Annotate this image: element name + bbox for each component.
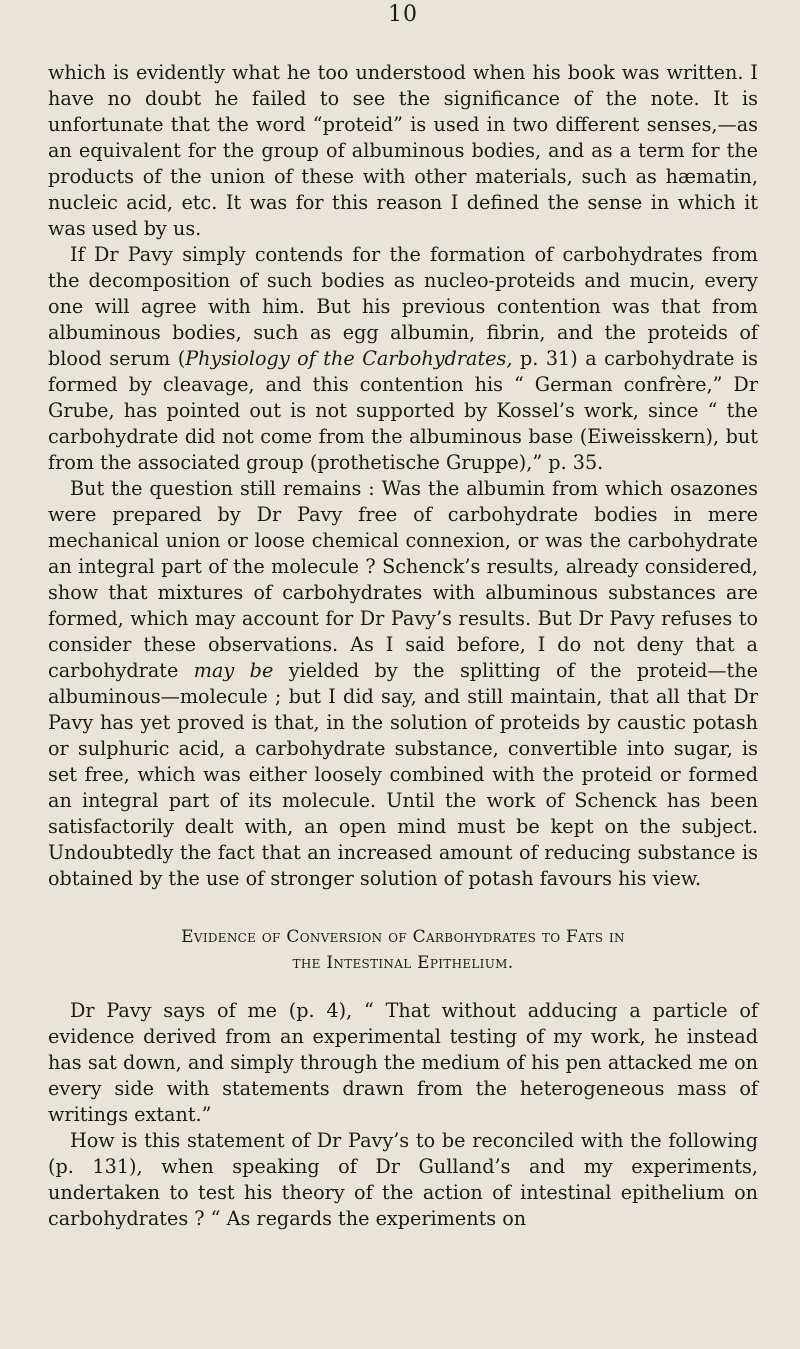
section-heading — [48, 924, 758, 976]
paragraph-1: which is evidently what he too understood when his book was written. I have no doubt he failed to see the significance of the note. It is unfortunate that the word “proteid” is used in two different senses,—as an equivalent for the group of albuminous bodies, and as a term for the products of the union of these with other materials, such as hæmatin, nucleic acid, etc. It was for this reason I defined the sense in which it was used by us. — [48, 61, 758, 240]
paragraph-2-rest: p. 31) a carbohydrate is formed by cleavage, and this contention his “ German confrère,” Dr Grube, has pointed out is not supported by Kossel’s work, since “ the carbohydrate did not come from the albuminous base (Eiweisskern), but from the associated group (prothetische Gruppe),” p. 35. — [48, 347, 758, 474]
paragraph-3-rest: yielded by the splitting of the proteid—the albuminous—molecule ; but I did say, and still maintain, that all that Dr Pavy has yet proved is that, in the solution of proteids by caustic potash or sulphuric acid, a carbohydrate substance, convertible into sugar, is set free, which was either loosely combined with the proteid or formed an integral part of its molecule. Until the work of Schenck has been satisfactorily dealt with, an open mind must be kept on the subject. Undoubtedly the fact that an increased amount of reducing substance is obtained by the use of stronger solution of potash favours his view. — [48, 659, 758, 890]
section-heading-line-1: Evidence of Conversion of Carbohydrates to Fats in — [181, 927, 625, 947]
emphasis-may-be: may be — [193, 659, 274, 682]
section-heading-line-2: the Intestinal Epithelium. — [292, 953, 514, 973]
section-paragraph-2: How is this statement of Dr Pavy’s to be reconciled with the following (p. 131), when speaking of Dr Gulland’s and my experiments, undertaken to test his theory of the action of intestinal epithelium on carbohydrates ? “ As regards the experiments on — [48, 1129, 758, 1230]
paragraph-3 — [48, 476, 758, 892]
book-title-citation: Physiology of the Carbohydrates, — [185, 347, 513, 370]
body-text — [48, 60, 758, 1232]
book-page — [48, 0, 758, 1349]
page-number: 10 — [388, 2, 418, 27]
paragraph-2: If Dr Pavy simply contends for the formation of carbohydrates from the decomposition of such bodies as nucleo-proteids and mucin, every one will agree with him. But his previous contention was that from albuminous bodies, such as egg albumin, fibrin, and the proteids of blood serum (Physiology of the Carbohydrates, p. 31) a carbohydrate is formed by cleavage, and this contention his “ German confrère,” Dr Grube, has pointed out is not supported by Kossel’s work, since “ the carbohydrate did not come from the albuminous base (Eiweisskern), but from the associated group (prothetische Gruppe),” p. 35. — [48, 243, 758, 474]
section-paragraph-1: Dr Pavy says of me (p. 4), “ That without adducing a particle of evidence derived from an experimental testing of my work, he instead has sat down, and simply through the medium of his pen attacked me on every side with statements drawn from the heterogeneous mass of writings extant.” — [48, 999, 758, 1126]
paragraph-3-lead: But the question still remains : Was the albumin from which osazones were prepared by Dr Pavy free of carbohydrate bodies in mere mechanical union or loose chemical connexion, or was the carbohydrate an integral part of the molecule ? Schenck’s results, already considered, show that mixtures of carbohydrates with albuminous substances are formed, which may account for Dr Pavy’s results. But Dr Pavy refuses to consider these observations. As I said before, I do not deny that a carbohydrate — [48, 477, 758, 682]
paragraph-2-lead: If Dr Pavy simply contends for the formation of carbohydrates from the decomposition of such bodies as nucleo-proteids and mucin, every one will agree with him. But his previous contention was that from albuminous bodies, such as egg albumin, fibrin, and the proteids of blood serum — [48, 243, 758, 370]
